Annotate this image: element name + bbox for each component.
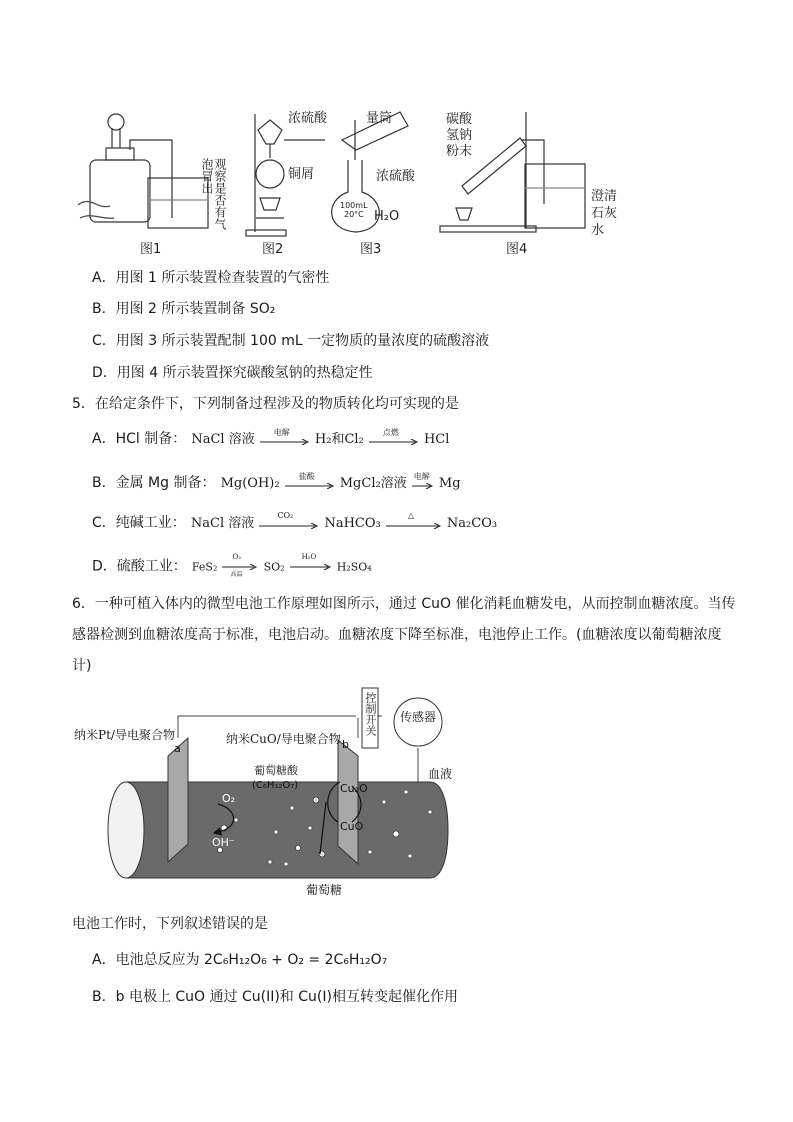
q5b-prefix: B．金属 Mg 制备： — [92, 475, 216, 491]
diagram-cuo: CuO — [340, 820, 364, 833]
blood-vessel — [108, 782, 448, 878]
q5-option-b — [92, 472, 461, 494]
q5d-cond2: H₂O — [301, 553, 317, 561]
q5b-cond1: 盐酸 — [298, 471, 315, 481]
diagram-oh: OH⁻ — [212, 836, 235, 849]
diagram-switch-label: 控制开关 — [364, 692, 377, 736]
diagram-gluconic: 葡萄糖酸 — [254, 764, 298, 777]
q5a-s2: H₂和Cl₂ — [314, 432, 364, 447]
diagram-b: b — [342, 738, 349, 751]
q5b-arrow1 — [285, 473, 335, 493]
diagram-glucose: 葡萄糖 — [306, 883, 343, 897]
q5a-cond2: 点燃 — [382, 427, 399, 437]
electrode-b — [338, 740, 358, 864]
q5a-arrow2 — [369, 429, 419, 449]
q5d-arrow2 — [290, 555, 332, 577]
q5c-arrow1 — [259, 510, 319, 533]
q6-sub-stem: 电池工作时，下列叙述错误的是 — [72, 916, 268, 932]
fig3-label-water: H₂O — [374, 209, 400, 224]
q5b-cond2: 电解 — [413, 471, 430, 481]
q5d-s3: H₂SO₄ — [336, 560, 372, 574]
q5d-cond1: O₂ — [232, 553, 242, 561]
q5a-s3: HCl — [423, 432, 450, 447]
fig1-apparatus — [78, 114, 208, 228]
fig3-flask-volume: 100mL — [340, 201, 368, 210]
diagram-a: a — [174, 742, 181, 755]
q5-stem: 5．在给定条件下，下列制备过程涉及的物质转化均可实现的是 — [72, 396, 459, 412]
q5b-s2: MgCl₂溶液 — [339, 476, 407, 491]
q6-option-a: A．电池总反应为 2C₆H₁₂O₆ + O₂ = 2C₆H₁₂O₇ — [92, 952, 388, 968]
q5a-cond1: 电解 — [273, 427, 290, 437]
fig4-label-left: 碳酸氢钠粉末 — [446, 112, 473, 159]
q5d-arrow1 — [222, 555, 258, 577]
q5c-cond1: CO₂ — [277, 510, 294, 520]
q5-option-a — [92, 428, 449, 450]
q5b-s1: Mg(OH)₂ — [220, 476, 280, 491]
fig3-caption: 图3 — [360, 242, 382, 257]
fig2-label-mid: 铜屑 — [288, 167, 315, 182]
q5c-s3: Na₂CO₃ — [446, 516, 498, 531]
fig3-flask-temp: 20°C — [344, 210, 364, 219]
q4-option-a: A．用图 1 所示装置检查装置的气密性 — [92, 270, 330, 286]
q5c-s1: NaCl 溶液 — [190, 516, 255, 531]
q5c-prefix: C．纯碱工业： — [92, 515, 186, 531]
q5a-s1: NaCl 溶液 — [191, 432, 255, 447]
diagram-cu2o: Cu₂O — [340, 782, 368, 795]
q5b-s3: Mg — [438, 476, 461, 491]
q6-option-b: B．b 电极上 CuO 通过 Cu(II)和 Cu(I)相互转变起催化作用 — [92, 989, 458, 1005]
diagram-left-electrode: 纳米Pt/导电聚合物 — [74, 728, 175, 742]
q6-stem-line3: 计) — [72, 658, 92, 674]
diagram-o2: O₂ — [222, 792, 236, 805]
fig4-caption: 图4 — [506, 242, 528, 257]
fig4-label-right-text: 澄清石灰水 — [591, 189, 618, 238]
fig3-label-top: 量筒 — [366, 111, 393, 126]
q5a-prefix: A．HCl 制备： — [92, 431, 187, 447]
diagram-right-electrode: 纳米CuO/导电聚合物 — [226, 732, 341, 746]
fig3-label-right: 浓硫酸 — [376, 169, 416, 184]
q4-option-c: C．用图 3 所示装置配制 100 mL 一定物质的量浓度的硫酸溶液 — [92, 333, 490, 349]
q5d-cond1b: 高温 — [230, 571, 243, 578]
q5b-arrow2 — [412, 473, 434, 493]
q5c-s2: NaHCO₃ — [324, 516, 381, 531]
diagram-blood: 血液 — [428, 767, 453, 781]
q5d-s1: FeS₂ — [191, 560, 218, 574]
fig1-observe-label: 观察是否有气泡冒出 — [200, 158, 227, 230]
q5d-prefix: D．硫酸工业： — [92, 558, 187, 575]
diagram-sensor-label: 传感器 — [400, 710, 437, 724]
q5-option-d — [92, 555, 372, 577]
fig1-caption: 图1 — [140, 242, 162, 257]
q5d-s2: SO₂ — [263, 560, 285, 574]
fig2-caption: 图2 — [262, 242, 284, 257]
diagram-gluconic-formula: (C₆H₁₂O₇) — [252, 780, 299, 791]
q5a-arrow1 — [260, 429, 310, 449]
q5-option-c — [92, 512, 497, 534]
q6-stem-line2: 感器检测到血糖浓度高于标准，电池启动。血糖浓度下降至标准，电池停止工作。(血糖浓度以葡萄糖浓度 — [72, 627, 722, 643]
electrode-a — [168, 738, 188, 862]
q5c-arrow2 — [386, 510, 442, 533]
fig2-label-top: 浓硫酸 — [288, 111, 328, 126]
q6-stem-line1: 6．一种可植入体内的微型电池工作原理如图所示，通过 CuO 催化消耗血糖发电，从而控制血糖浓度。当传 — [72, 596, 736, 612]
q4-option-b: B．用图 2 所示装置制备 SO₂ — [92, 301, 276, 317]
q4-option-d: D．用图 4 所示装置探究碳酸氢钠的热稳定性 — [92, 365, 373, 381]
q5c-cond2: △ — [407, 510, 414, 520]
